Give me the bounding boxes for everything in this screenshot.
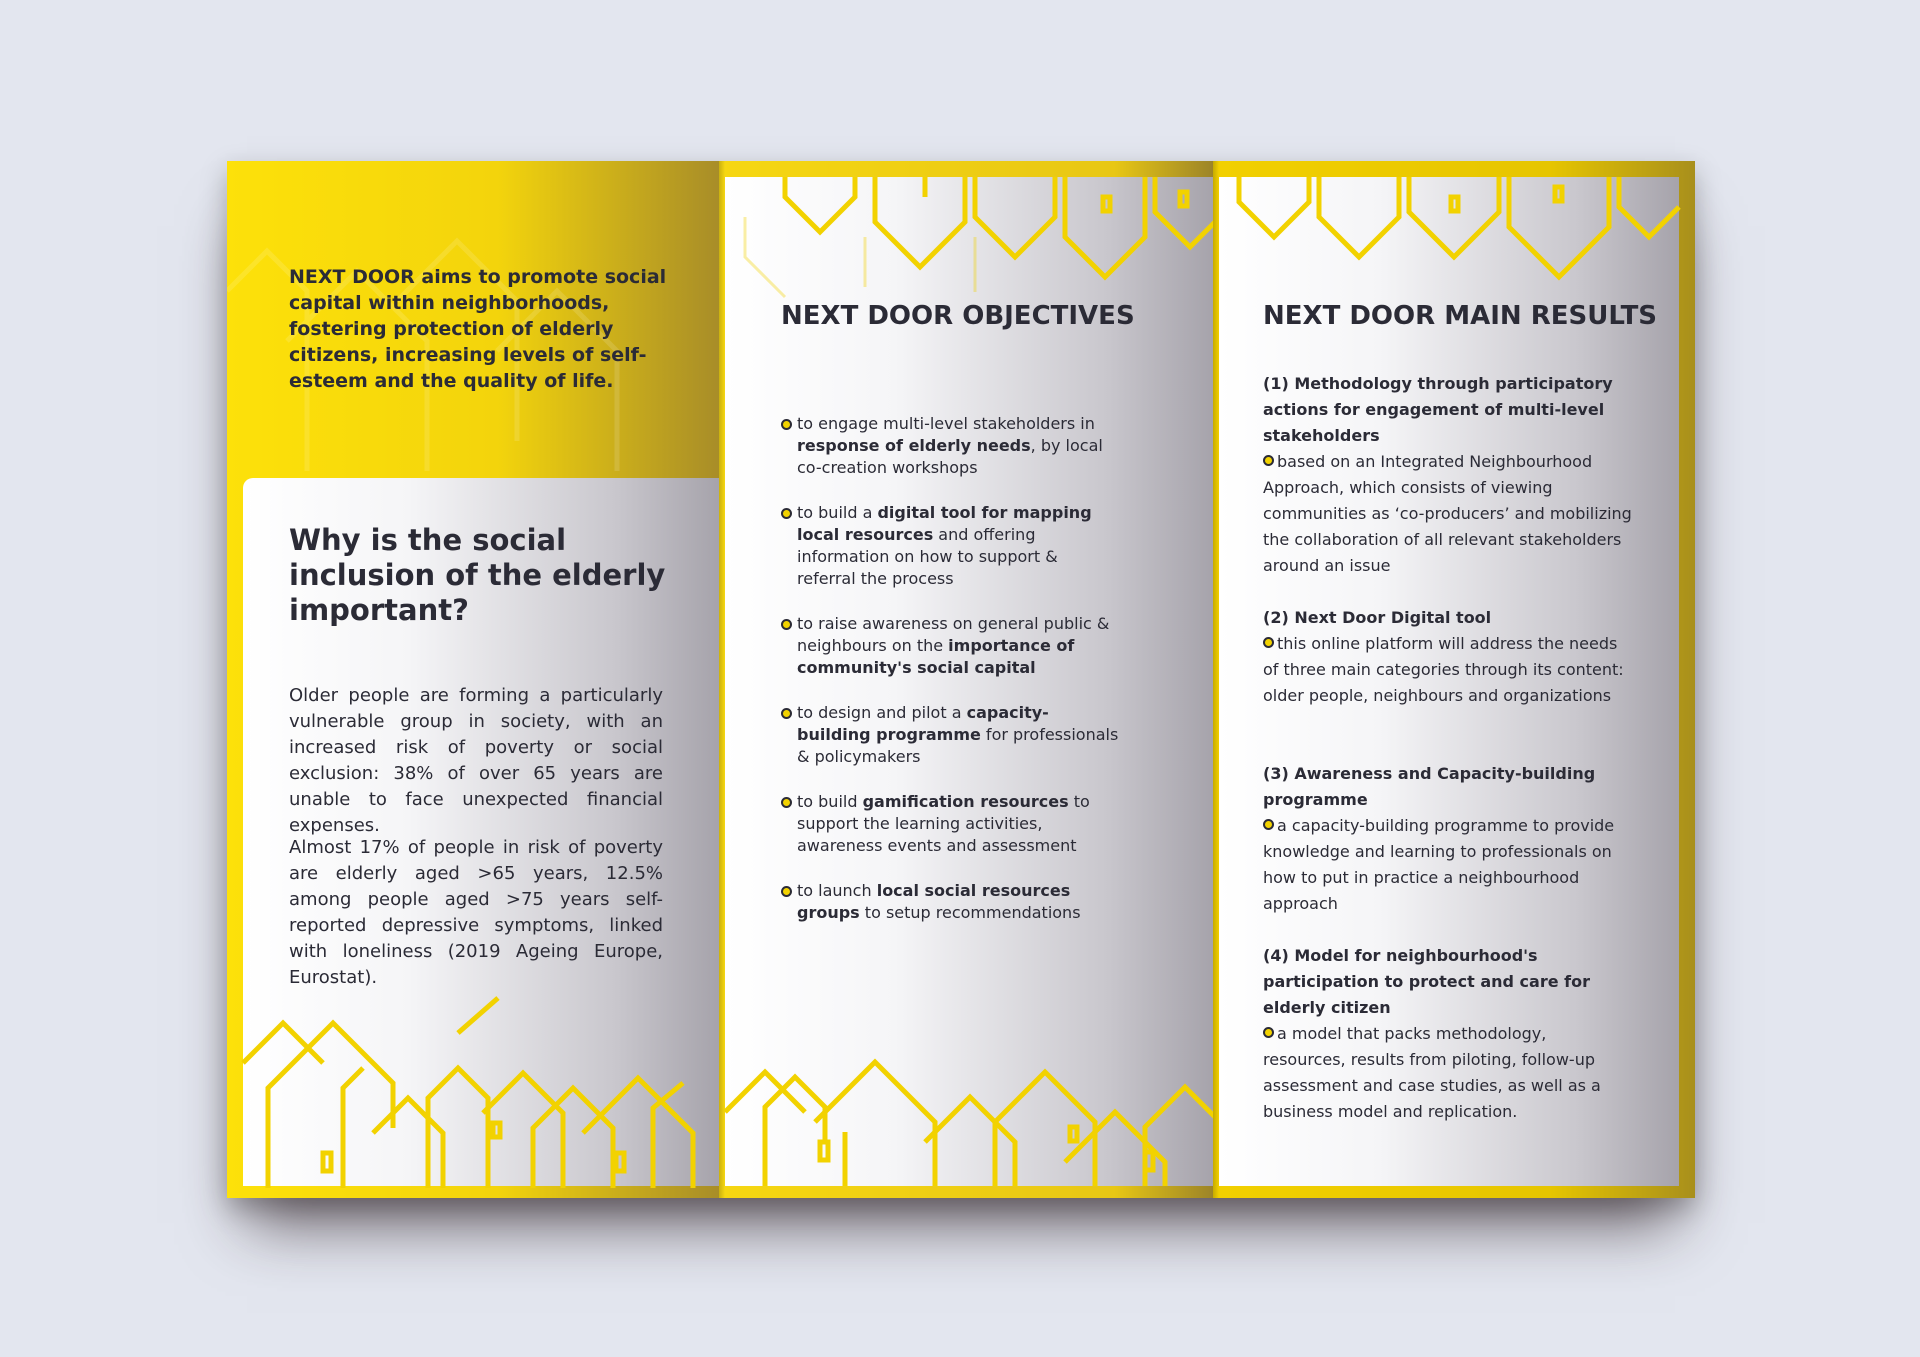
- objective-item: [781, 502, 1121, 590]
- objective-text: , by local co-creation workshops: [797, 436, 1103, 477]
- result-text: a capacity-building programme to provide knowledge and learning to professionals on how to put in practice a neighbourhood approach: [1263, 816, 1615, 913]
- objective-emphasis: digital tool for mapping local resources: [797, 503, 1092, 544]
- why-heading: Why is the social inclusion of the elderly important?: [289, 523, 666, 627]
- objective-text: to build: [797, 792, 863, 811]
- bullet-dot-icon: [781, 419, 792, 430]
- objective-text: to raise awareness on general public & neighbours on the: [797, 614, 1110, 655]
- left-content-card: [243, 478, 719, 1186]
- paragraph-older-people: Older people are forming a particularly vulnerable group in society, with an increased risk of poverty or social exclusion: 38% of over 65 years are unable to face unexpected financial expenses.: [289, 685, 663, 836]
- house-pattern-top-icon: [725, 177, 1213, 297]
- left-panel: [227, 161, 719, 1198]
- result-text: based on an Integrated Neighbourhood Approach, which consists of viewing communities as ‘co-producers’ and mobilizing the collaboration of all relevant stakeholders around an issue: [1263, 452, 1632, 575]
- bullet-dot-icon: [781, 508, 792, 519]
- bullet-dot-icon: [1263, 455, 1274, 466]
- objective-emphasis: response of elderly needs: [797, 436, 1031, 455]
- middle-content-card: [725, 177, 1213, 1186]
- intro-brand: NEXT DOOR: [289, 266, 415, 288]
- house-pattern-bottom-icon: [725, 1052, 1213, 1186]
- middle-panel: [719, 161, 1213, 1198]
- house-pattern-icon: [243, 1013, 719, 1188]
- objective-item: [781, 880, 1121, 924]
- result-heading: (2) Next Door Digital tool: [1263, 608, 1492, 627]
- objective-text: for professionals & policymakers: [797, 725, 1119, 766]
- objective-text: to setup recommendations: [859, 903, 1081, 922]
- result-heading: (3) Awareness and Capacity-building programme: [1263, 764, 1596, 809]
- result-text: this online platform will address the needs of three main categories through its content: older people, neighbours and organizations: [1263, 634, 1624, 705]
- objective-text: to support the learning activities, awareness events and assessment: [797, 792, 1090, 855]
- objective-item: [781, 613, 1121, 679]
- bullet-dot-icon: [1263, 637, 1274, 648]
- objective-emphasis: capacity-building programme: [797, 703, 1049, 744]
- bullet-dot-icon: [781, 797, 792, 808]
- objective-text: to engage multi-level stakeholders in: [797, 414, 1095, 433]
- result-heading: (1) Methodology through participatory actions for engagement of multi-level stakeholders: [1263, 374, 1613, 445]
- paragraph-poverty: Almost 17% of people in risk of poverty are elderly aged >65 years, 12.5% among people aged >75 years self-reported depressive symptoms, linked with loneliness (2019 Ageing Europe, Eurostat).: [289, 837, 663, 988]
- objectives-list: [781, 413, 1121, 947]
- objective-emphasis: gamification resources: [862, 792, 1069, 811]
- objective-emphasis: local social resources groups: [797, 881, 1071, 922]
- result-item: [1263, 761, 1633, 917]
- result-item: [1263, 371, 1633, 579]
- result-item: [1263, 605, 1633, 709]
- results-title: NEXT DOOR MAIN RESULTS: [1263, 301, 1658, 331]
- intro-statement: [289, 264, 669, 394]
- right-panel: [1213, 161, 1695, 1198]
- objective-text: and offering information on how to support & referral the process: [797, 525, 1058, 588]
- bullet-dot-icon: [781, 708, 792, 719]
- objectives-title: NEXT DOOR OBJECTIVES: [781, 301, 1135, 331]
- result-heading: (4) Model for neighbourhood's participation to protect and care for elderly citizen: [1263, 946, 1590, 1017]
- right-content-card: [1219, 177, 1679, 1186]
- objective-item: [781, 413, 1121, 479]
- bullet-dot-icon: [781, 619, 792, 630]
- objective-text: to build a: [797, 503, 878, 522]
- objective-text: to design and pilot a: [797, 703, 967, 722]
- trifold-brochure: [227, 161, 1695, 1198]
- objective-emphasis: importance of community's social capital: [797, 636, 1075, 677]
- result-text: a model that packs methodology, resources, results from piloting, follow-up assessment and case studies, as well as a business model and replication.: [1263, 1024, 1601, 1121]
- house-pattern-top-icon: [1219, 177, 1679, 297]
- intro-text: aims to promote social capital within neighborhoods, fostering protection of elderly citizens, increasing levels of self-esteem and the quality of life.: [289, 266, 667, 392]
- result-item: [1263, 943, 1633, 1125]
- objective-text: to launch: [797, 881, 877, 900]
- bullet-dot-icon: [781, 886, 792, 897]
- objective-item: [781, 791, 1121, 857]
- objective-item: [781, 702, 1121, 768]
- bullet-dot-icon: [1263, 819, 1274, 830]
- bullet-dot-icon: [1263, 1027, 1274, 1038]
